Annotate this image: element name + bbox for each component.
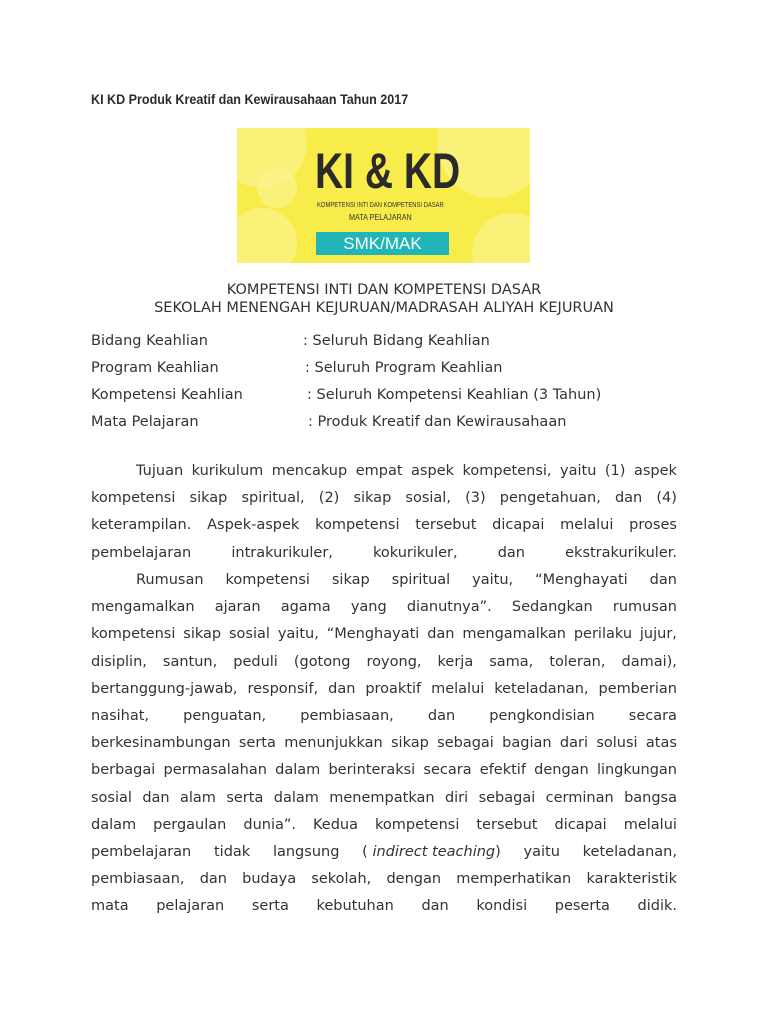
paragraph-line: Tujuan kurikulum mencakup empat aspek kompetensi, yaitu (1) aspek (136, 463, 677, 479)
paragraph-line: sosial dan alam serta dalam menempatkan diri sebagai cerminan bangsa (91, 789, 677, 806)
paragraph-line: dalam pergaulan dunia”. Kedua kompetensi tersebut dicapai melalui (91, 816, 677, 833)
paragraph-line: disiplin, santun, peduli (gotong royong, kerja sama, toleran, damai), (91, 653, 677, 670)
field-value-mapel: : Produk Kreatif dan Kewirausahaan (308, 414, 567, 430)
paragraph-line: Rumusan kompetensi sikap spiritual yaitu, “Menghayati dan (136, 572, 677, 588)
paragraph-line: kompetensi sikap spiritual, (2) sikap sosial, (3) pengetahuan, dan (4) (91, 490, 677, 507)
paragraph-line: pembelajaran tidak langsung ( indirect teaching) yaitu keteladanan, (91, 844, 677, 860)
page-title: KI KD Produk Kreatif dan Kewirausahaan Tahun 2017 (91, 92, 409, 107)
field-label-mapel: Mata Pelajaran (91, 414, 199, 430)
paragraph-line: mata pelajaran serta kebutuhan dan kondisi peserta didik. (91, 898, 677, 915)
field-label-kompetensi: Kompetensi Keahlian (91, 387, 243, 403)
paragraph-line: berkesinambungan serta menunjukkan sikap sebagai bagian dari solusi atas (91, 735, 677, 752)
banner-badge: SMK/MAK (316, 232, 449, 255)
paragraph-line: pembiasaan, dan budaya sekolah, dengan memperhatikan karakteristik (91, 871, 677, 888)
banner-subject-label: MATA PELAJARAN (349, 212, 412, 222)
heading-line-2: SEKOLAH MENENGAH KEJURUAN/MADRASAH ALIYAH KEJURUAN (154, 300, 614, 316)
field-value-bidang: : Seluruh Bidang Keahlian (303, 333, 490, 349)
paragraph-line: nasihat, penguatan, pembiasaan, dan pengkondisian secara (91, 708, 677, 724)
paragraph-line: berbagai permasalahan dalam berinteraksi secara efektif dengan lingkungan (91, 762, 677, 779)
field-label-bidang: Bidang Keahlian (91, 333, 208, 349)
paragraph-line: keterampilan. Aspek-aspek kompetensi tersebut dicapai melalui proses (91, 517, 677, 534)
paragraph-line: kompetensi sikap sosial yaitu, “Menghayati dan mengamalkan perilaku jujur, (91, 626, 677, 643)
paragraph-line: mengamalkan ajaran agama yang dianutnya”. Sedangkan rumusan (91, 599, 677, 616)
heading-line-1: KOMPETENSI INTI DAN KOMPETENSI DASAR (226, 282, 542, 298)
paragraph-line: pembelajaran intrakurikuler, kokurikuler, dan ekstrakurikuler. (91, 544, 677, 561)
paragraph-line: bertanggung-jawab, responsif, dan proaktif melalui keteladanan, pemberian (91, 680, 677, 697)
field-label-program: Program Keahlian (91, 360, 219, 376)
banner-title: KI & KD (315, 143, 461, 199)
field-value-program: : Seluruh Program Keahlian (305, 360, 503, 376)
banner-subtitle: KOMPETENSI INTI DAN KOMPETENSI DASAR (317, 200, 444, 209)
ki-kd-banner-image (237, 128, 530, 263)
field-value-kompetensi: : Seluruh Kompetensi Keahlian (3 Tahun) (307, 387, 602, 403)
